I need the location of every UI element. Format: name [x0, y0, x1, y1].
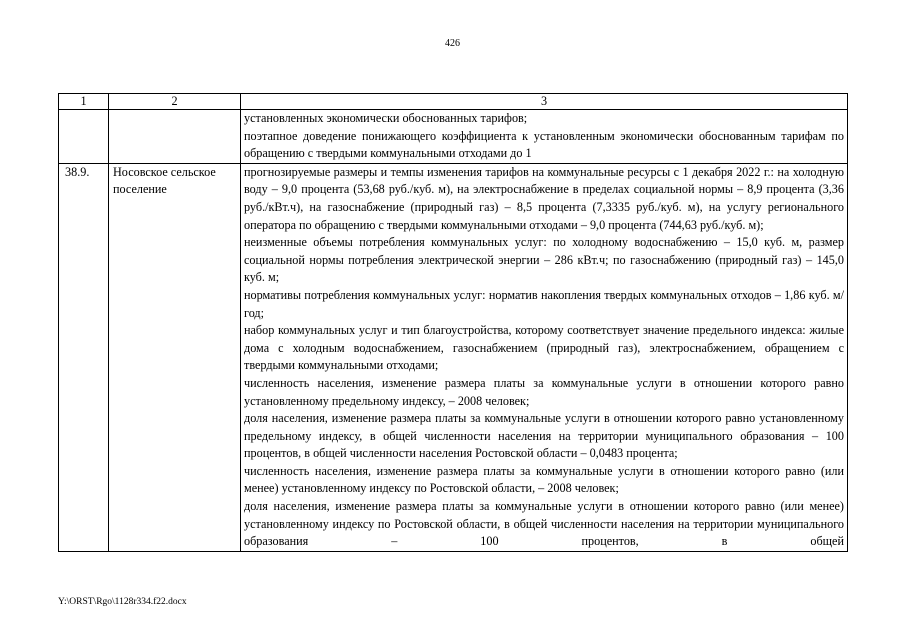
detail-paragraph: численность населения, изменение размера платы за коммунальные услуги в отношении которого равно (или менее) установленному индексу по Ростовской области, – 2008 человек; [244, 463, 844, 496]
continuation-line: поэтапное доведение понижающего коэффициента к установленным экономически обоснованным тарифам по обращению с твердыми коммунальными отходами до 1 [244, 128, 844, 161]
table-row [59, 163, 848, 551]
detail-paragraph: набор коммунальных услуг и тип благоустройства, которому соответствует значение предельного индекса: жилые дома с холодным водоснабжением, газоснабжением (природный газ), электроснабжением, обращением с твердыми коммунальными отходами; [244, 323, 844, 373]
detail-paragraph: прогнозируемые размеры и темпы изменения тарифов на коммунальные ресурсы с 1 декабря 2022 г.: на холодную воду – 9,0 процента (53,68 руб./куб. м), на электроснабжение в пределах социальной нормы – 8,9 процента (3,36 руб./кВт.ч), на газоснабжение (природный газ) – 8,5 процента (7,3335 руб./куб. м), на услугу регионального оператора по обращению с твердыми коммунальными отходами – 9,0 процента (744,63 руб./куб. м); [244, 164, 844, 232]
table-header-row [59, 94, 848, 110]
header-col-3: 3 [241, 94, 848, 110]
detail-paragraph: доля населения, изменение размера платы за коммунальные услуги в отношении которого равно (или менее) установленному индексу по Ростовской области, в общей численности населения на территории муниципального образования – 100 процентов, в общей [244, 499, 844, 549]
header-col-1: 1 [59, 94, 109, 110]
detail-paragraph: неизменные объемы потребления коммунальных услуг: по холодному водоснабжению – 15,0 куб. м, размер социальной нормы потребления электрической энергии – 286 кВт.ч; по газоснабжению (природный газ) – 145,0 куб. м; [244, 235, 844, 285]
continuation-cell [241, 110, 848, 164]
empty-cell [109, 110, 241, 164]
row-details [241, 163, 848, 551]
continuation-line: установленных экономически обоснованных тарифов; [244, 111, 528, 125]
settlement-name: Носовское сельское поселение [109, 163, 241, 551]
header-col-2: 2 [109, 94, 241, 110]
empty-cell [59, 110, 109, 164]
detail-paragraph: нормативы потребления коммунальных услуг: норматив накопления твердых коммунальных отходов – 1,86 куб. м/год; [244, 287, 844, 320]
row-number: 38.9. [59, 163, 109, 551]
table-row-continuation [59, 110, 848, 164]
page-number: 426 [445, 38, 460, 49]
document-table [58, 93, 848, 552]
detail-paragraph: доля населения, изменение размера платы за коммунальные услуги в отношении которого равно установленному предельному индексу, в общей численности населения на территории муниципального образования – 100 процентов, в общей численности населения Ростовской области – 0,0483 процента; [244, 411, 844, 461]
detail-paragraph: численность населения, изменение размера платы за коммунальные услуги в отношении которого равно установленному предельному индексу, – 2008 человек; [244, 375, 844, 408]
footer-file-path: Y:\ORST\Rgo\1128r334.f22.docx [58, 597, 187, 607]
